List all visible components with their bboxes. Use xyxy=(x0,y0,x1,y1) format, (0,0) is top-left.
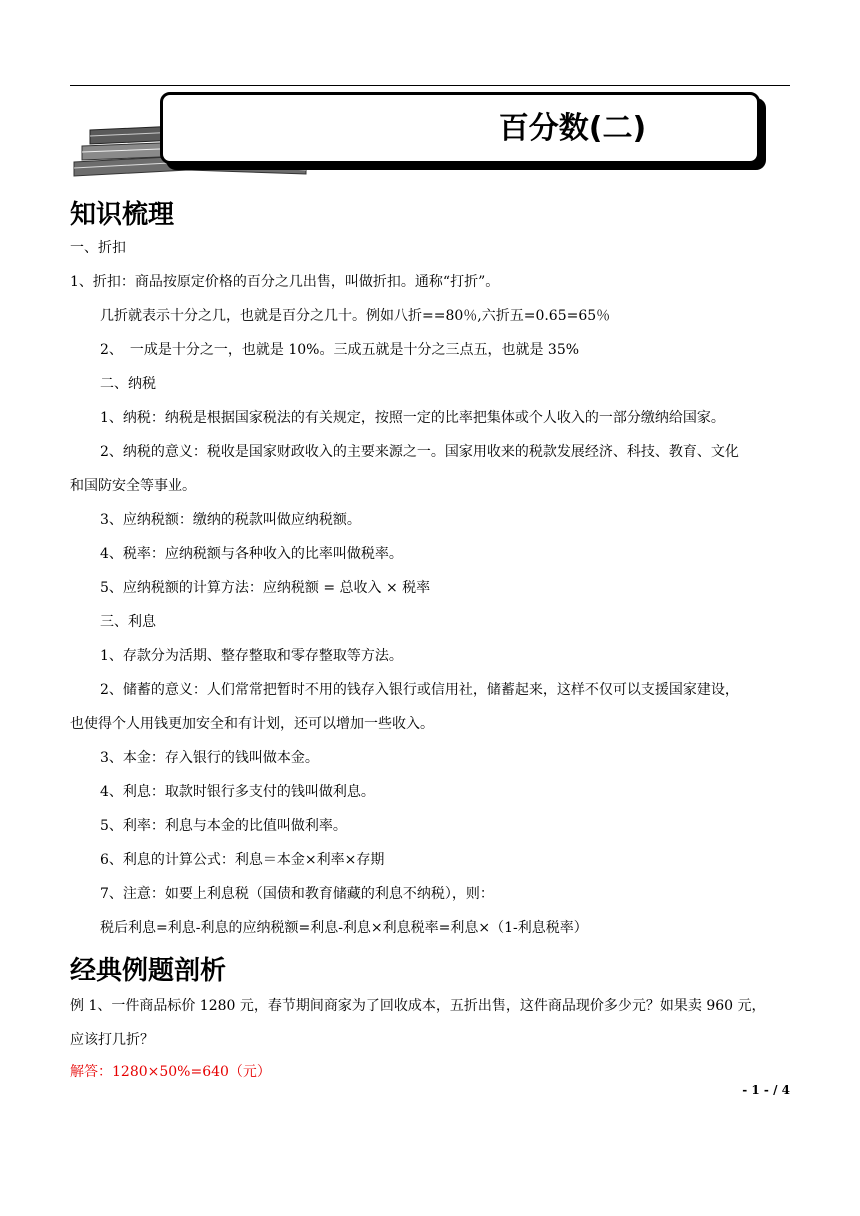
discount-heading: 一、折扣 xyxy=(70,240,126,256)
tax-rate-definition: 4、税率：应纳税额与各种收入的比率叫做税率。 xyxy=(100,546,403,562)
page-title: 百分数(二) xyxy=(498,111,647,146)
title-box xyxy=(160,92,760,164)
tax-significance-cont: 和国防安全等事业。 xyxy=(70,478,196,494)
interest-formula: 6、利息的计算公式：利息＝本金×利率×存期 xyxy=(100,852,385,868)
example-1-question: 例 1、一件商品标价 1280 元，春节期间商家为了回收成本，五折出售，这件商品现价多少元？如果卖 960 元， xyxy=(70,998,766,1014)
example-1-answer: 解答：1280×50%=640（元） xyxy=(70,1064,271,1080)
interest-definition: 4、利息：取款时银行多支付的钱叫做利息。 xyxy=(100,784,375,800)
example-1-question-cont: 应该打几折？ xyxy=(70,1032,154,1048)
deposit-types: 1、存款分为活期、整存整取和零存整取等方法。 xyxy=(100,648,403,664)
interest-heading: 三、利息 xyxy=(100,614,156,630)
interest-rate-definition: 5、利率：利息与本金的比值叫做利率。 xyxy=(100,818,347,834)
header-rule xyxy=(70,85,790,86)
savings-significance: 2、储蓄的意义：人们常常把暂时不用的钱存入银行或信用社，储蓄起来，这样不仅可以支援国家建设， xyxy=(100,682,739,698)
discount-definition: 1、折扣：商品按原定价格的百分之几出售，叫做折扣。通称“打折”。 xyxy=(70,274,500,290)
discount-explanation: 几折就表示十分之几，也就是百分之几十。例如八折==80％,六折五=0.65=65％ xyxy=(100,308,611,324)
examples-section-heading: 经典例题剖析 xyxy=(70,956,227,986)
page-number: - 1 - / 4 xyxy=(742,1083,790,1097)
tax-definition: 1、纳税：纳税是根据国家税法的有关规定，按照一定的比率把集体或个人收入的一部分缴纳给国家。 xyxy=(100,410,725,426)
discount-cheng-note: 2、 一成是十分之一，也就是 10%。三成五就是十分之三点五，也就是 35% xyxy=(100,342,580,358)
tax-formula: 5、应纳税额的计算方法：应纳税额 = 总收入 × 税率 xyxy=(100,580,431,596)
savings-significance-cont: 也使得个人用钱更加安全和有计划，还可以增加一些收入。 xyxy=(70,716,434,732)
after-tax-interest-formula: 税后利息=利息-利息的应纳税额=利息-利息×利息税率=利息×（1-利息税率） xyxy=(100,920,588,936)
tax-heading: 二、纳税 xyxy=(100,376,156,392)
principal-definition: 3、本金：存入银行的钱叫做本金。 xyxy=(100,750,319,766)
interest-tax-note: 7、注意：如要上利息税（国债和教育储藏的利息不纳税），则： xyxy=(100,886,494,902)
knowledge-section-heading: 知识梳理 xyxy=(70,200,175,230)
tax-amount-definition: 3、应纳税额：缴纳的税款叫做应纳税额。 xyxy=(100,512,361,528)
tax-significance: 2、纳税的意义：税收是国家财政收入的主要来源之一。国家用收来的税款发展经济、科技、教育、文化 xyxy=(100,444,739,460)
